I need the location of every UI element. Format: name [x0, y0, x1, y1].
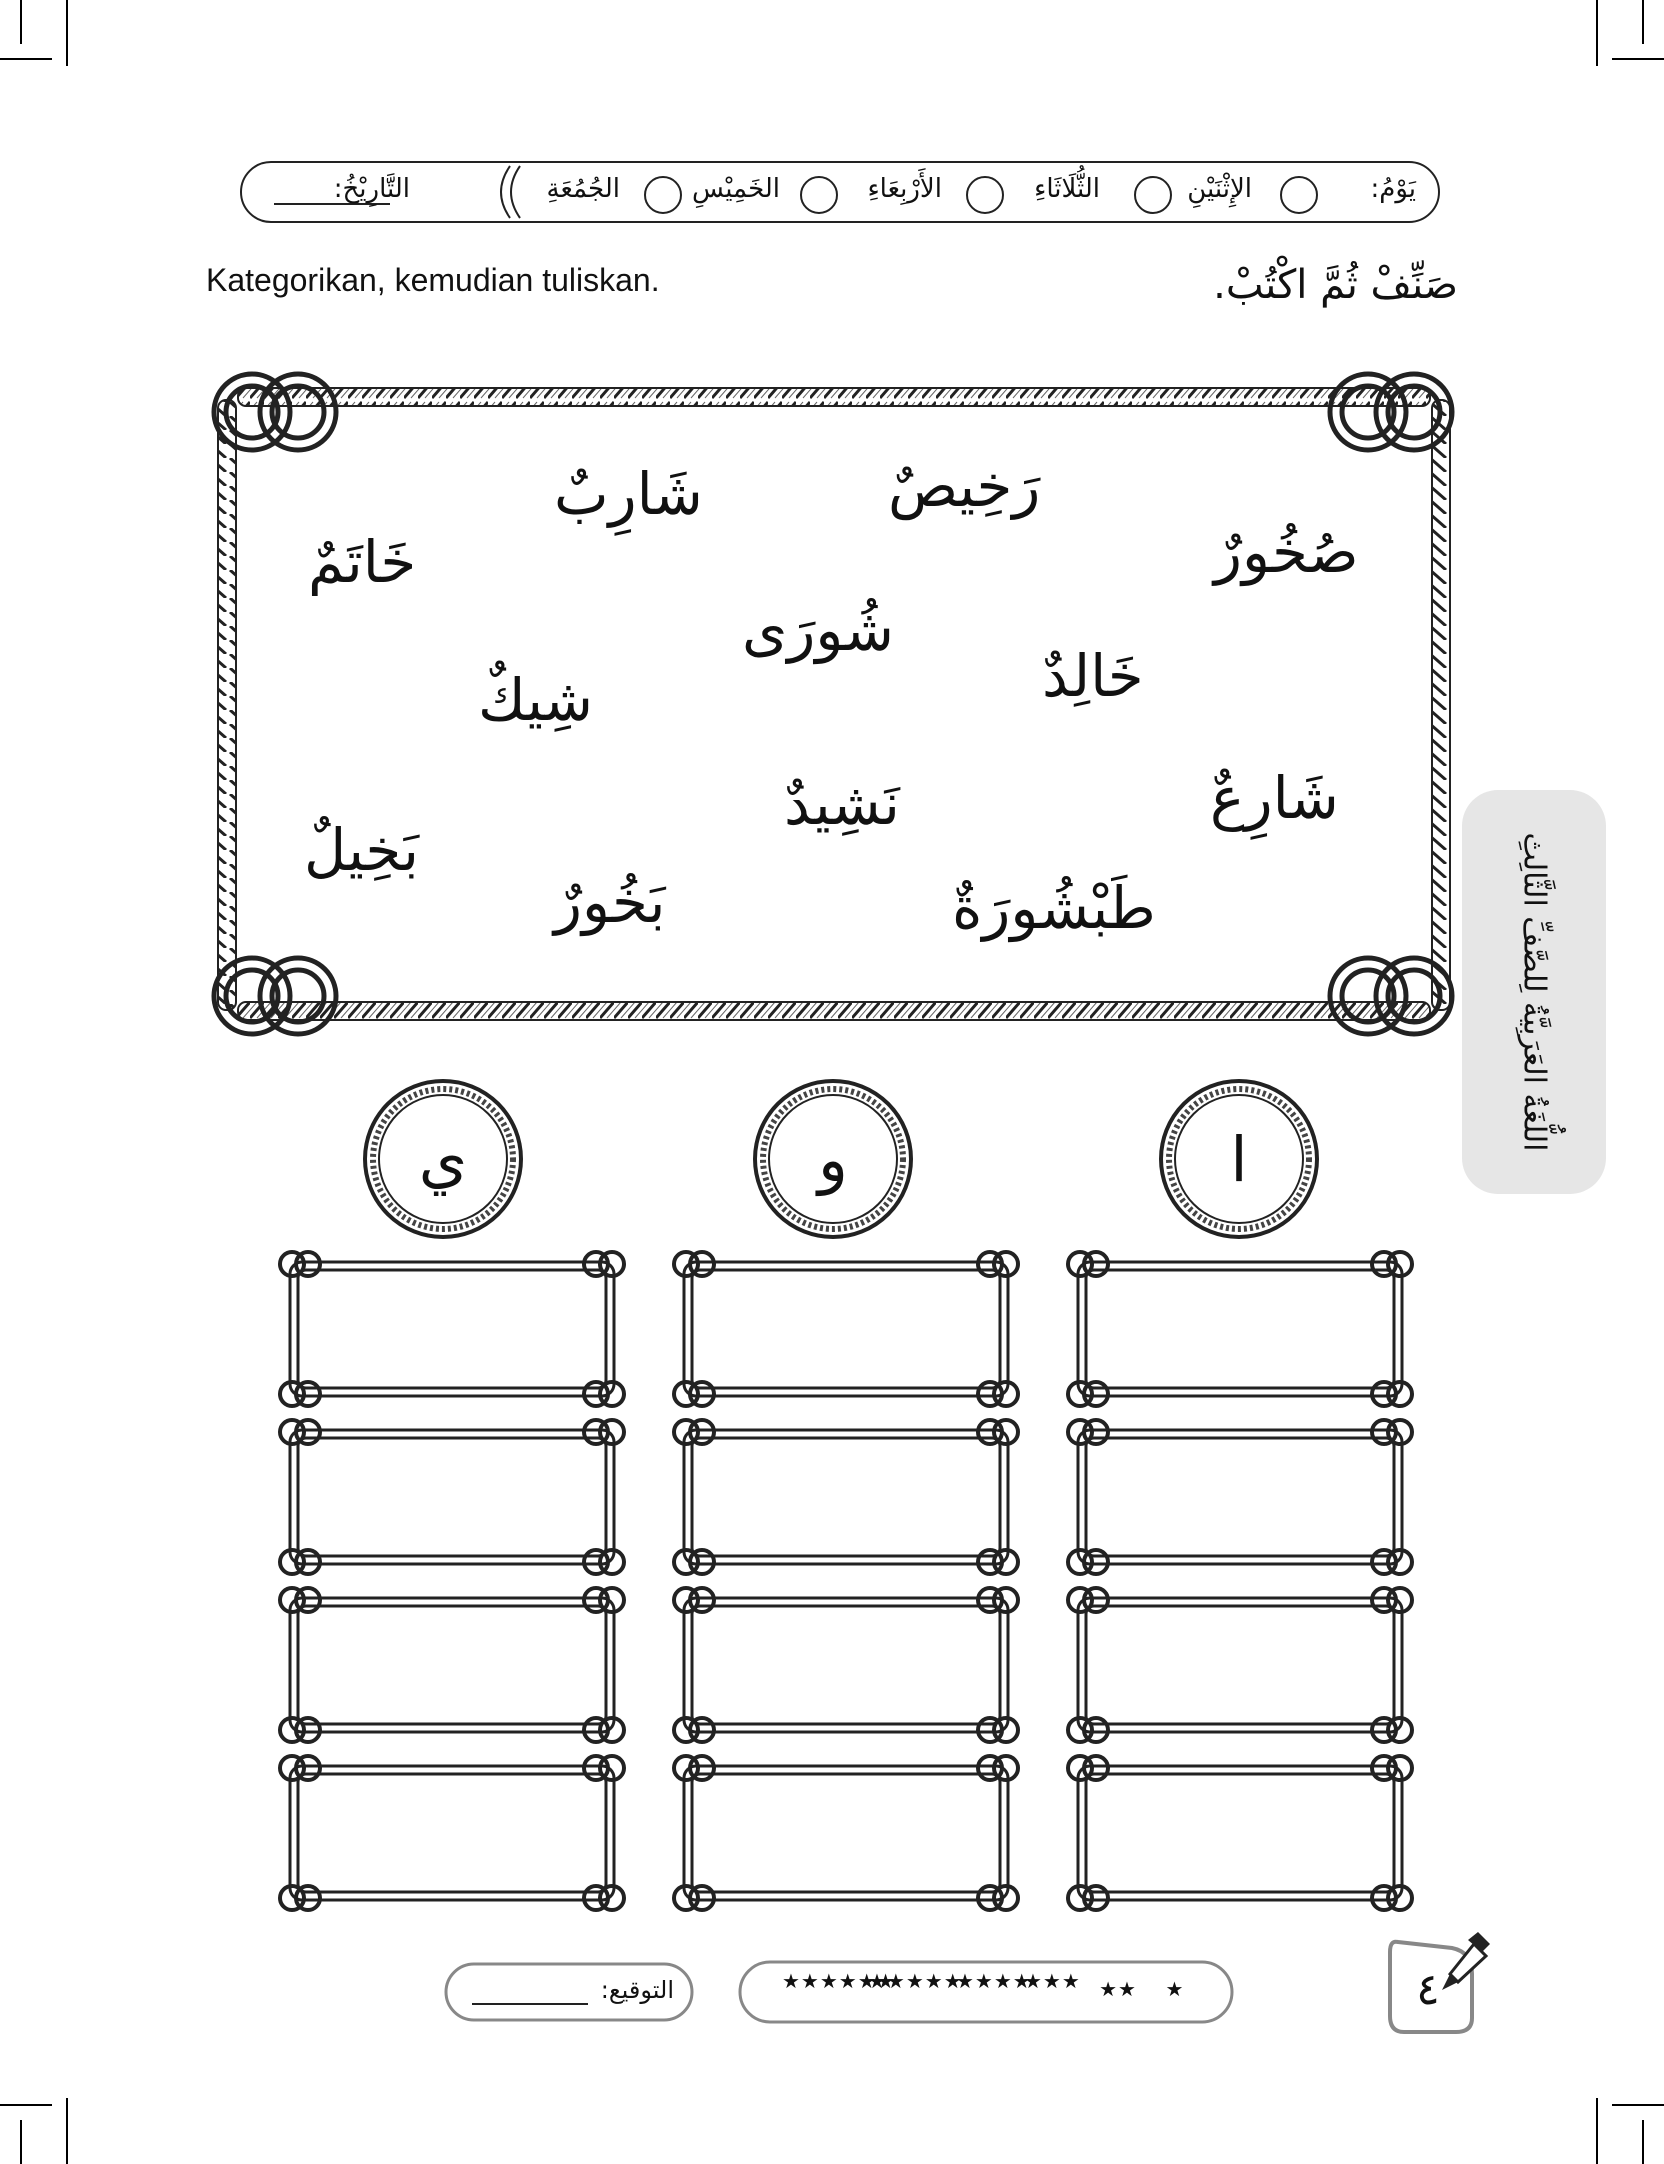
book-title-tab	[1462, 790, 1606, 1194]
rating-5-stars[interactable]: ★★★★★	[868, 1969, 963, 1993]
word-card: شِيكٌ	[478, 666, 593, 734]
date-label: التَّارِيْخُ:	[333, 174, 410, 204]
day-option-wednesday: الأَرْبِعَاءِ	[867, 174, 942, 204]
answer-box-waw-4[interactable]	[670, 1752, 1022, 1914]
day-label: يَوْمُ:	[1370, 174, 1416, 204]
day-checkbox-wednesday[interactable]	[966, 176, 1004, 214]
day-option-monday: الإِثْنَيْنِ	[1187, 174, 1252, 204]
answer-box-alif-3[interactable]	[1064, 1584, 1416, 1746]
crop-mark	[1612, 2104, 1664, 2106]
day-checkbox-thursday[interactable]	[800, 176, 838, 214]
answer-box-waw-2[interactable]	[670, 1416, 1022, 1578]
page-number: ٤	[1416, 1964, 1440, 2015]
rating-6-stars[interactable]: ★★★★★★	[782, 1969, 896, 1993]
answer-box-ya-4[interactable]	[276, 1752, 628, 1914]
date-field[interactable]	[272, 176, 396, 210]
word-card: نَشِيدٌ	[784, 770, 900, 838]
crop-mark	[1642, 0, 1644, 44]
day-option-tuesday: الثُّلَاثَاءِ	[1034, 174, 1100, 204]
answer-box-alif-1[interactable]	[1064, 1248, 1416, 1410]
crop-mark	[0, 2104, 52, 2106]
day-checkbox-monday[interactable]	[1280, 176, 1318, 214]
word-card: رَخِيصٌ	[888, 452, 1041, 520]
instruction-arabic: صَنِّفْ ثُمَّ اكْتُبْ.	[1213, 262, 1458, 308]
crop-mark	[1642, 2120, 1644, 2164]
crop-mark	[66, 0, 68, 66]
page-number-tag	[1382, 1930, 1492, 2038]
crop-mark	[20, 0, 22, 44]
crop-mark	[1596, 2098, 1598, 2164]
category-circle-ya	[360, 1076, 526, 1242]
category-letter: ا	[1230, 1122, 1248, 1196]
word-card: شَارِعٌ	[1210, 764, 1339, 832]
word-card: بَخُورٌ	[554, 868, 666, 936]
day-date-bar	[240, 160, 1440, 224]
word-card: صُخُورٌ	[1214, 518, 1359, 586]
answer-box-ya-3[interactable]	[276, 1584, 628, 1746]
word-card: شَارِبٌ	[554, 460, 703, 528]
answer-box-alif-2[interactable]	[1064, 1416, 1416, 1578]
answer-box-ya-2[interactable]	[276, 1416, 628, 1578]
answer-box-ya-1[interactable]	[276, 1248, 628, 1410]
book-title: اللُّغَةُ العَرَبِيَّةُ لِلصَّفِّ الثَّالِثِ	[1516, 832, 1552, 1152]
category-letter: و	[818, 1122, 848, 1196]
category-circle-waw	[750, 1076, 916, 1242]
rating-3-stars[interactable]: ★★★	[1024, 1969, 1081, 1993]
answer-box-waw-1[interactable]	[670, 1248, 1022, 1410]
crop-mark	[1596, 0, 1598, 66]
rating-1-star[interactable]: ★	[1165, 1977, 1185, 2001]
day-option-thursday: الخَمِيْسِ	[692, 174, 780, 204]
category-circle-alif	[1156, 1076, 1322, 1242]
day-checkbox-friday[interactable]	[644, 176, 682, 214]
instruction-malay: Kategorikan, kemudian tuliskan.	[206, 262, 660, 298]
category-letter: ي	[418, 1122, 468, 1196]
signature-label: التوقيع:	[600, 1976, 674, 2004]
word-card: خَاتَمٌ	[308, 528, 417, 596]
rating-4-stars[interactable]: ★★★★	[956, 1969, 1032, 1993]
crop-mark	[0, 58, 52, 60]
day-option-friday: الجُمُعَةِ	[546, 174, 620, 204]
answer-box-waw-3[interactable]	[670, 1584, 1022, 1746]
crop-mark	[1612, 58, 1664, 60]
rating-2-stars[interactable]: ★★	[1099, 1977, 1137, 2001]
star-rating-bar	[738, 1960, 1234, 2024]
crop-mark	[66, 2098, 68, 2164]
word-card: شُورَى	[742, 596, 894, 664]
rope-frame	[208, 360, 1458, 1050]
answer-box-alif-4[interactable]	[1064, 1752, 1416, 1914]
word-card: طَبْشُورَةٌ	[952, 874, 1156, 942]
word-bank-box	[208, 360, 1458, 1050]
day-checkbox-tuesday[interactable]	[1134, 176, 1172, 214]
word-card: بَخِيلٌ	[304, 816, 420, 884]
word-card: خَالِدٌ	[1042, 642, 1144, 710]
crop-mark	[20, 2120, 22, 2164]
signature-field[interactable]	[470, 1974, 588, 2008]
